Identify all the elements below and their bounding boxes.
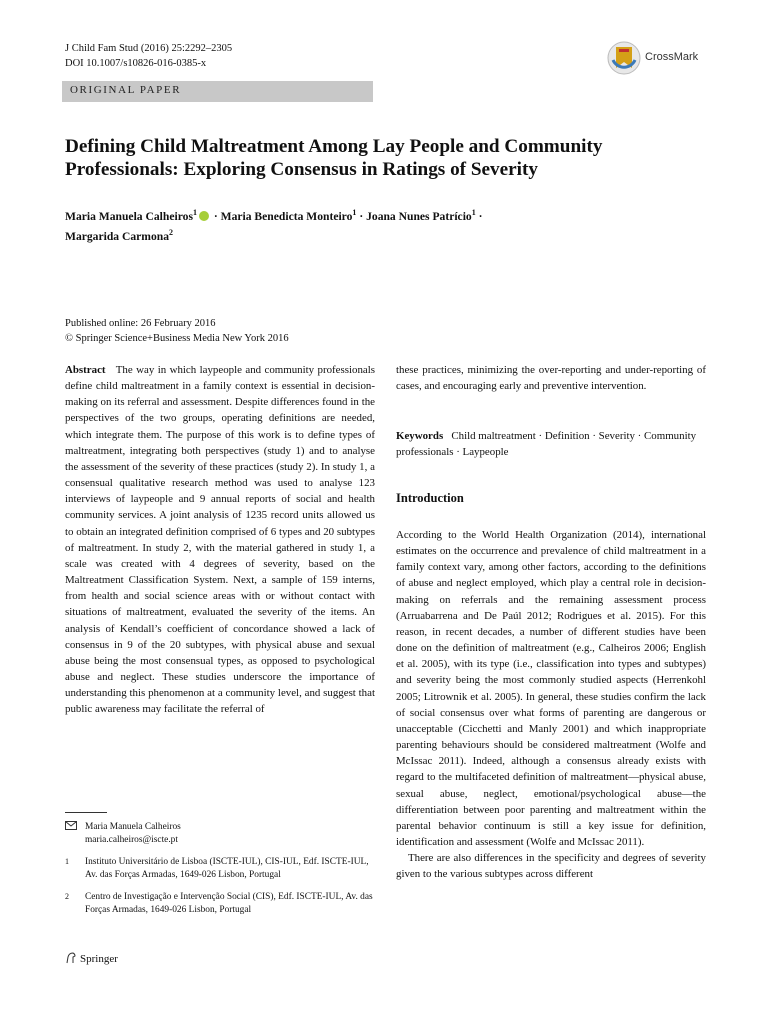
author-name[interactable]: Maria Manuela Calheiros — [65, 209, 193, 223]
keywords-block — [396, 428, 706, 460]
crossmark-badge[interactable] — [607, 40, 707, 76]
footnote-divider — [65, 812, 107, 813]
crossmark-label: CrossMark — [645, 51, 699, 63]
publisher-logo — [65, 952, 118, 965]
orcid-icon[interactable] — [199, 211, 209, 221]
affiliation-1 — [65, 856, 375, 881]
affiliation-2 — [65, 891, 375, 916]
keywords-text: Child maltreatment · Definition · Severity · Community professionals · Laypeople — [396, 430, 697, 459]
author-separator: · — [210, 209, 221, 223]
envelope-icon — [65, 821, 85, 846]
author-affiliation-marker: 2 — [169, 227, 174, 237]
journal-citation: J Child Fam Stud (2016) 25:2292–2305 — [65, 43, 233, 54]
author-name[interactable]: Joana Nunes Patrício — [366, 209, 472, 223]
affiliation-text: Instituto Universitário de Lisboa (ISCTE-IUL), CIS-IUL, Edf. ISCTE-IUL, Av. das Forças Armadas, 1649-026 Lisbon, Portugal — [85, 857, 369, 880]
affiliation-number: 2 — [65, 892, 69, 902]
published-date: Published online: 26 February 2016 — [65, 318, 216, 329]
corresponding-author-name: Maria Manuela Calheiros — [85, 822, 181, 832]
affiliation-number: 1 — [65, 857, 69, 867]
abstract-text: The way in which laypeople and community professionals define child maltreatment in a family context is essential in decision-making on its referral and assessment. Despite differences found in the perspectives of the two groups, operating definitions are needed, which integrate them. The purpose of this work is to define types of maltreatment, integrating both perspectives (study 1) and to analyse the assessment of the severity of these practices (study 2). In study 1, a consensual qualitative research method was used to analyse 123 interviews of laypeople and 9 annual reports of social and health community services. A joint analysis of 1235 record units allowed us to obtain an integrated definition comprised of 6 types and 20 subtypes of maltreatment. In study 2, with the material gathered in study 1, a scale was created with 4 degrees of severity, based on the Maltreatment Classification System. Next, a sample of 159 interns, from health and social science areas with or without contact with situations of maltreatment, evaluated the severity of the items. An analysis of Kendall’s coefficient of concordance showed a lack of consensus in 9 of the 20 subtypes, with physical abuse and sexual abuse being the most consensual types, as opposed to psychological abuse and neglect. These studies underscore the importance of understanding this phenomenon at a community level, and suggest that public awareness may facilitate the referral of — [65, 364, 375, 716]
abstract-label: Abstract — [65, 364, 106, 376]
author-name[interactable]: Margarida Carmona — [65, 229, 170, 243]
copyright: © Springer Science+Business Media New York 2016 — [65, 333, 289, 344]
publication-info — [65, 316, 289, 346]
author-separator: · — [475, 209, 483, 223]
springer-horse-icon — [65, 952, 77, 964]
intro-paragraph-2: There are also differences in the specificity and degrees of severity given to the various subtypes across different — [396, 852, 706, 881]
author-separator: · — [356, 209, 367, 223]
abstract-continuation: these practices, minimizing the over-reporting and under-reporting of cases, and encouraging early and preventive intervention. — [396, 364, 706, 393]
doi[interactable]: DOI 10.1007/s10826-016-0385-x — [65, 58, 207, 69]
author-name[interactable]: Maria Benedicta Monteiro — [220, 209, 353, 223]
paper-type-banner — [62, 81, 373, 102]
author-affiliation-marker: 1 — [192, 208, 197, 217]
paper-title: Defining Child Maltreatment Among Lay People and Community Professionals: Exploring Consensus in Ratings of Severity — [65, 136, 603, 180]
corresponding-author-email[interactable]: maria.calheiros@iscte.pt — [85, 834, 178, 845]
introduction-body — [396, 527, 706, 882]
affiliation-text: Centro de Investigação e Intervenção Social (CIS), Edf. ISCTE-IUL, Av. das Forças Armadas, 1649-026 Lisbon, Portugal — [85, 892, 373, 915]
author-affiliation-marker: 1 — [352, 208, 357, 217]
keywords-label: Keywords — [396, 430, 444, 442]
author-list — [65, 205, 705, 245]
crossmark-icon — [607, 40, 641, 76]
abstract-left-column — [65, 362, 375, 717]
section-heading-introduction: Introduction — [396, 491, 464, 505]
corresponding-author — [65, 821, 375, 846]
paper-type-label: ORIGINAL PAPER — [70, 84, 182, 96]
intro-paragraph-1: According to the World Health Organization (2014), international estimates on the occurrence and prevalence of child maltreatment in a family context vary, among other factors, according to the definitions of abuse and neglect employed, which play a central role in decision-making on referrals and the remaining assessment process (Arruabarrena and De Paúl 2012; Rodrigues et al. 2015). For this reason, in recent decades, a number of different studies have been done on the definition of maltreatment (e.g., Calheiros 2006; English et al. 2005), with its type (i.e., classification into types and subtypes) and severity being the most commonly studied aspects (Herrenkohl 2005; Litrownik et al. 2005). In general, these studies confirm the lack of social consensus over what forms of parenting are dangerous or unacceptable (Cicchetti and Manly 2001) and which inappropriate parenting behaviours should be considered maltreatment (Wolfe and McIssac 2011). Indeed, although a consensus already exists with regard to the multifaceted definition of maltreatment—physical abuse, sexual abuse, neglect, emotional/psychological abuse—the differentiation between poor parenting and maltreatment within the parental behavior continuum is still a key issue for definition, identification and assessment (Wolfe and McIssac 2011). — [396, 529, 706, 848]
author-affiliation-marker: 1 — [471, 208, 476, 217]
journal-reference — [65, 41, 232, 71]
publisher-name: Springer — [80, 953, 118, 965]
footnotes-block — [65, 812, 375, 917]
